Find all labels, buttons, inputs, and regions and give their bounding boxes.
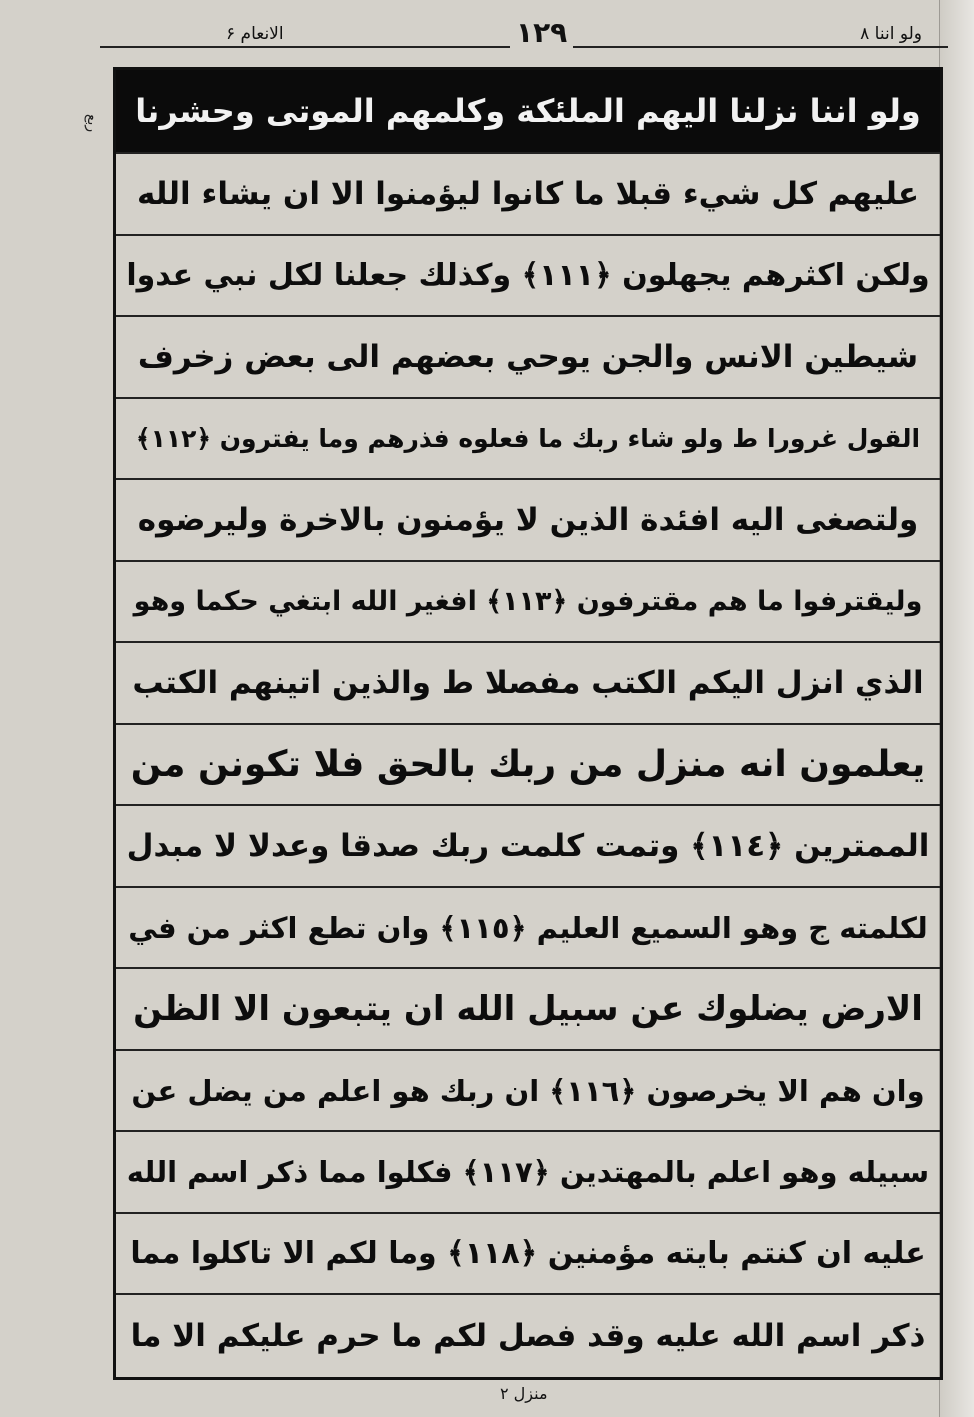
text-line: سبيله وهو اعلم بالمهتدين ﴿١١٧﴾ فكلوا مما ذكر اسم الله (116, 1132, 940, 1214)
page-edge (939, 0, 974, 1417)
text-line: الذي انزل اليكم الكتب مفصلا ط والذين اتينهم الكتب (116, 643, 940, 725)
text-line: ولو اننا نزلنا اليهم الملئكة وكلمهم الموتى وحشرنا (116, 70, 940, 154)
text-line: وان هم الا يخرصون ﴿١١٦﴾ ان ربك هو اعلم من يضل عن (116, 1051, 940, 1133)
page-header (100, 16, 948, 60)
text-line: وليقترفوا ما هم مقترفون ﴿١١٣﴾ افغير الله ابتغي حكما وهو (116, 562, 940, 644)
text-line: عليه ان كنتم بايته مؤمنين ﴿١١٨﴾ وما لكم الا تاكلوا مما (116, 1214, 940, 1296)
text-line: ولتصغى اليه افئدة الذين لا يؤمنون بالاخرة وليرضوه (116, 480, 940, 562)
page-footer (100, 1382, 948, 1412)
text-line: عليهم كل شيء قبلا ما كانوا ليؤمنوا الا ان يشاء الله (116, 154, 940, 236)
surah-title: الانعام ۶ (220, 24, 290, 44)
text-line: لكلمته ج وهو السميع العليم ﴿١١٥﴾ وان تطع اكثر من في (116, 888, 940, 970)
text-lines (116, 70, 940, 1377)
para-title: ولو اننا ٨ (854, 24, 928, 44)
manzil-label: منزل ٢ (500, 1384, 548, 1403)
text-frame (113, 67, 943, 1380)
text-line: الممترين ﴿١١٤﴾ وتمت كلمت ربك صدقا وعدلا لا مبدل (116, 806, 940, 888)
ruku-marker: ربع (84, 113, 100, 133)
text-line: القول غرورا ط ولو شاء ربك ما فعلوه فذرهم وما يفترون ﴿١١٢﴾ (116, 399, 940, 481)
text-line: ولكن اكثرهم يجهلون ﴿١١١﴾ وكذلك جعلنا لكل نبي عدوا (116, 236, 940, 318)
text-line: يعلمون انه منزل من ربك بالحق فلا تكونن من (116, 725, 940, 807)
page-number: ١٢٩ (510, 16, 573, 49)
text-line: ذكر اسم الله عليه وقد فصل لكم ما حرم عليكم الا ما (130, 1318, 926, 1355)
text-line: شيطين الانس والجن يوحي بعضهم الى بعض زخرف (116, 317, 940, 399)
text-line: الارض يضلوك عن سبيل الله ان يتبعون الا الظن (116, 969, 940, 1051)
